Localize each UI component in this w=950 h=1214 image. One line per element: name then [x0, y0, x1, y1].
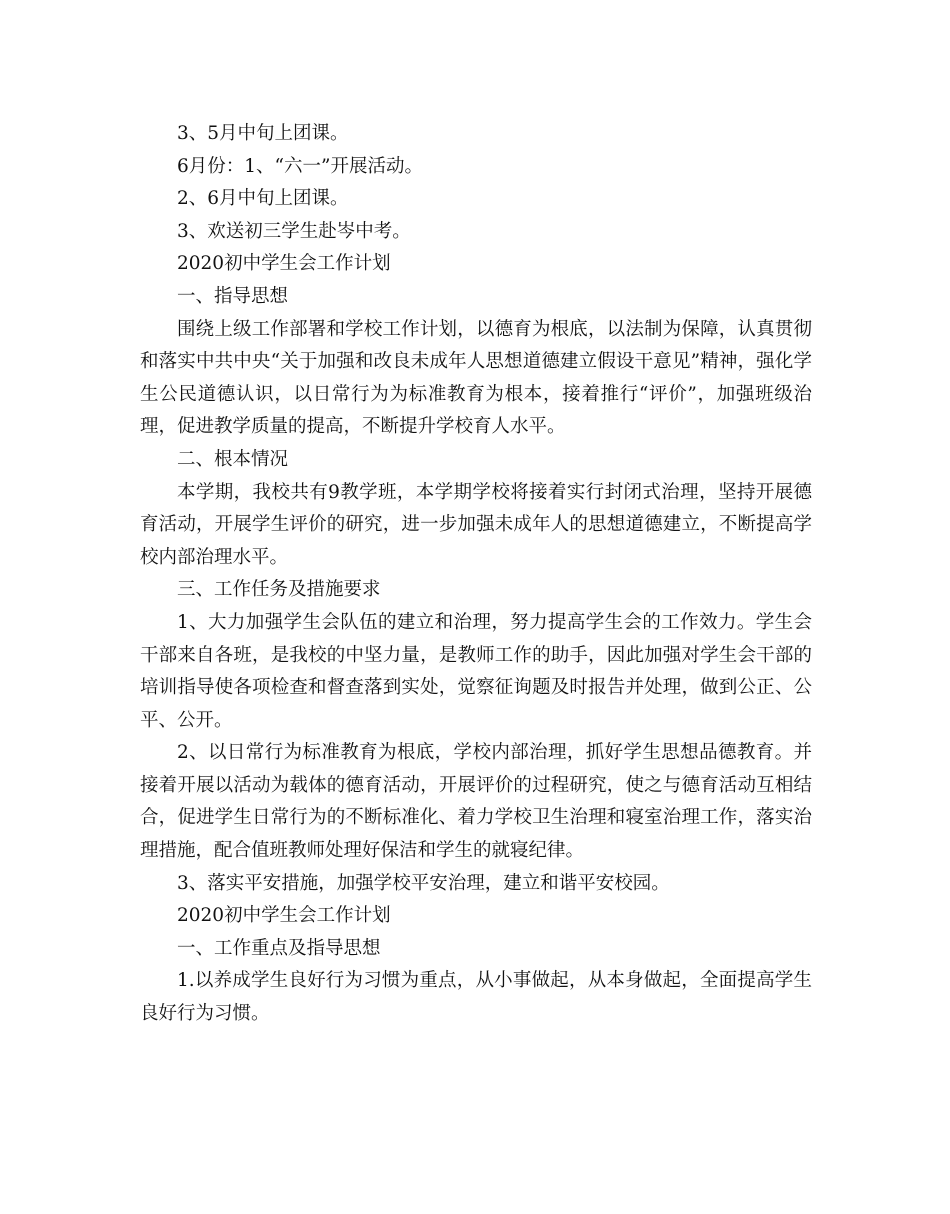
heading-basic-situation: 二、根本情况	[177, 448, 289, 470]
paragraph-june-item-3: 3、欢送初三学生赴岑中考。	[177, 220, 411, 242]
paragraph-guiding-thought: 围绕上级工作部署和学校工作计划，以德育为根底，以法制为保障，认真贯彻和落实中共中央“关于加强和改良未成年人思想道德建立假设干意见”精神，强化学生公民道德认识，以日常行为为标准教育为根本，接着推行“评价”，加强班级治理，促进教学质量的提高，不断提升学校育人水平。	[140, 318, 812, 438]
paragraph-task-3: 3、落实平安措施，加强学校平安治理，建立和谐平安校园。	[177, 872, 670, 894]
paragraph-basic-situation: 本学期，我校共有9教学班，本学期学校将接着实行封闭式治理，坚持开展德育活动，开展学生评价的研究，进一步加强未成年人的思想道德建立，不断提高学校内部治理水平。	[140, 481, 812, 568]
paragraph-focus-1: 1.以养成学生良好行为习惯为重点，从小事做起，从本身做起，全面提高学生良好行为习惯。	[140, 970, 812, 1025]
heading-focus-guiding: 一、工作重点及指导思想	[177, 937, 381, 959]
paragraph-june-item-1: 6月份：1、“六一”开展活动。	[177, 155, 423, 177]
section-title-plan: 2020初中学生会工作计划	[177, 253, 391, 275]
section-title-plan-2: 2020初中学生会工作计划	[177, 905, 391, 927]
paragraph-may-item-3: 3、5月中旬上团课。	[177, 123, 349, 144]
heading-guiding-thought: 一、指导思想	[177, 285, 289, 307]
paragraph-june-item-2: 2、6月中旬上团课。	[177, 188, 349, 210]
paragraph-task-2: 2、以日常行为标准教育为根底，学校内部治理，抓好学生思想品德教育。并接着开展以活动为载体的德育活动，开展评价的过程研究，使之与德育活动互相结合，促进学生日常行为的不断标准化、着力学校卫生治理和寝室治理工作，落实治理措施，配合值班教师处理好保洁和学生的就寝纪律。	[140, 742, 812, 862]
heading-tasks-measures: 三、工作任务及措施要求	[177, 579, 381, 601]
document-body	[140, 118, 812, 1031]
paragraph-task-1: 1、大力加强学生会队伍的建立和治理，努力提高学生会的工作效力。学生会干部来自各班，是我校的中坚力量，是教师工作的助手，因此加强对学生会干部的培训指导使各项检查和督查落到实处，觉察征询题及时报告并处理，做到公正、公平、公开。	[140, 611, 812, 731]
